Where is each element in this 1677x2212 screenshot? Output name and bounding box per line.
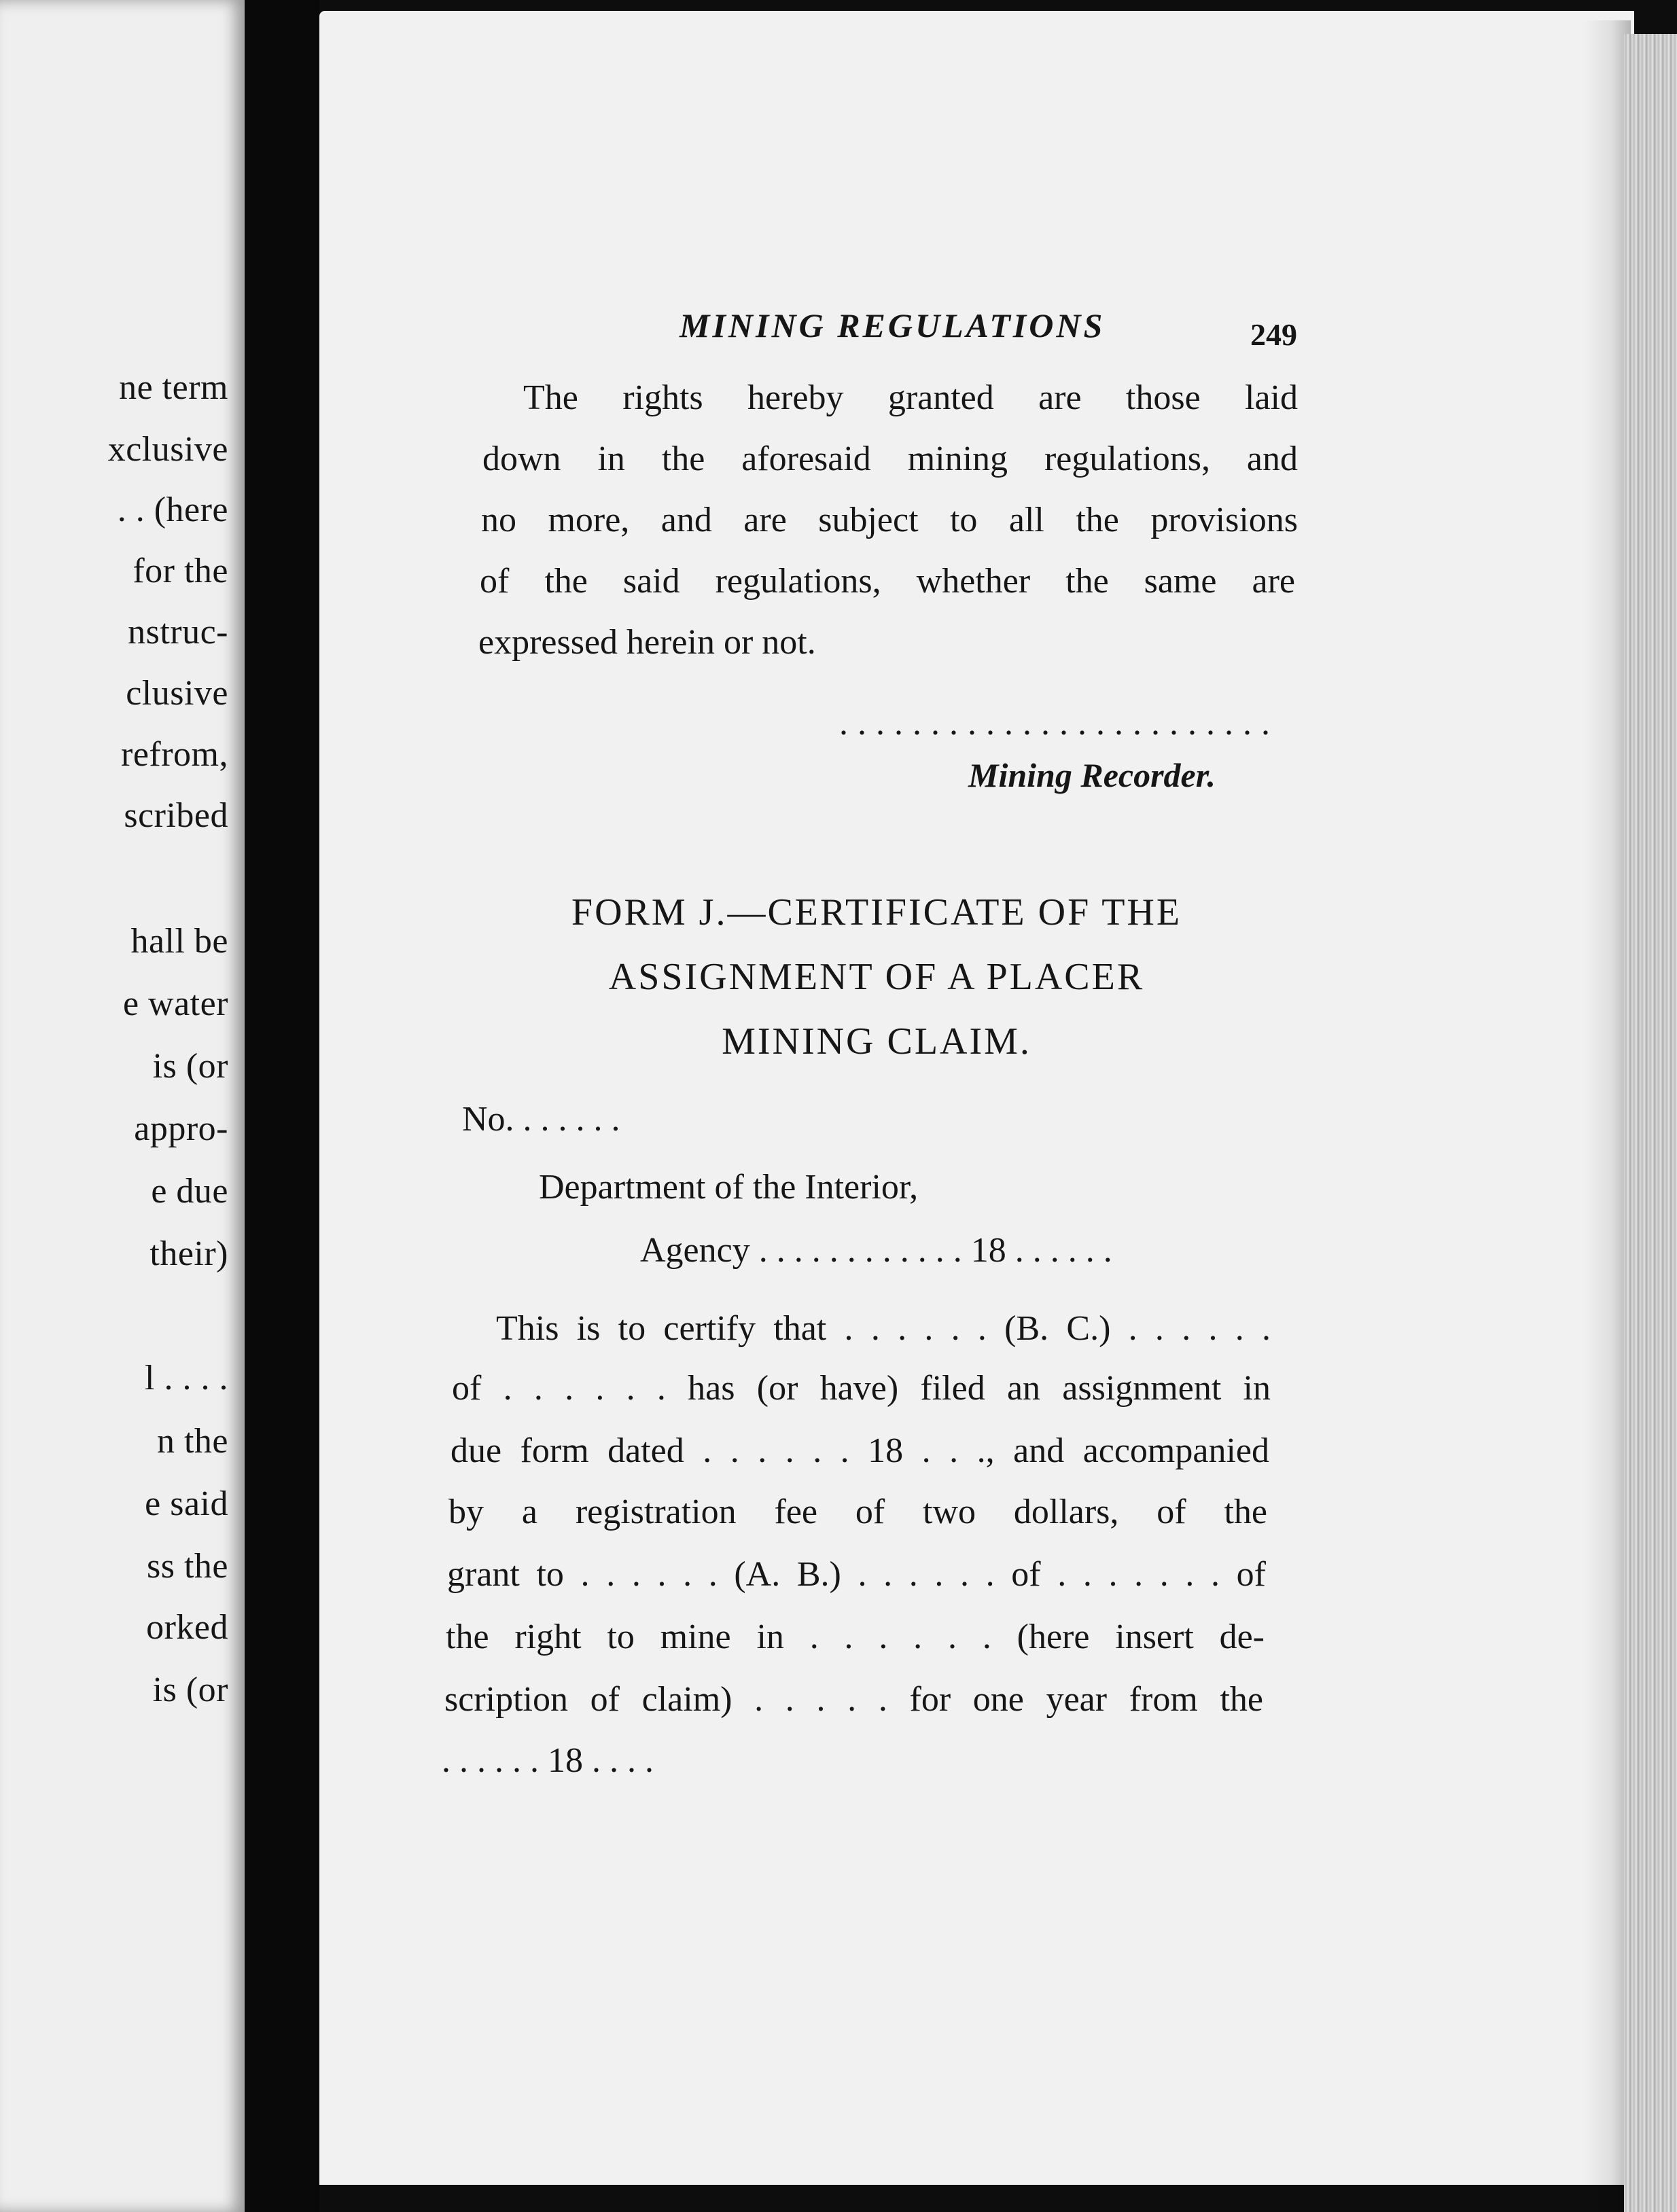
- page-number: 249: [1250, 317, 1297, 352]
- page-stack-edge: [1624, 34, 1677, 2212]
- running-head: MINING REGULATIONS: [679, 306, 1106, 344]
- left-page-line: xclusive: [107, 430, 228, 469]
- paragraph-line: The rights hereby granted are those laid: [523, 378, 1298, 417]
- department-line: Department of the Interior,: [539, 1168, 919, 1207]
- paragraph-line: grant to . . . . . . (A. B.) . . . . . . of . . . . . . . of: [447, 1555, 1266, 1594]
- book-gutter: [245, 0, 319, 2212]
- signature-line: ........................: [839, 704, 1279, 743]
- agency-line: Agency . . . . . . . . . . . . 18 . . . . . .: [640, 1231, 1112, 1270]
- left-page-line: ne term: [119, 368, 228, 407]
- paragraph-line: expressed herein or not.: [478, 623, 816, 662]
- left-page-line: hall be: [130, 922, 228, 961]
- left-page-line: is (or: [152, 1671, 228, 1709]
- paragraph-line: . . . . . . 18 . . . .: [442, 1741, 654, 1780]
- left-page-line: . . (here: [117, 490, 228, 529]
- left-page-line: ss the: [147, 1547, 228, 1586]
- paragraph-line: of . . . . . . has (or have) filed an assignment in: [452, 1369, 1271, 1408]
- left-page-line: scribed: [124, 796, 228, 835]
- form-heading-line: FORM J.—CERTIFICATE OF THE: [571, 891, 1182, 933]
- form-number-line: No. . . . . . .: [462, 1100, 620, 1139]
- left-page-line: clusive: [126, 674, 228, 713]
- left-page-line: their): [149, 1234, 228, 1273]
- left-page: [0, 0, 245, 2212]
- left-page-line: n the: [156, 1422, 228, 1461]
- left-page-line: refrom,: [121, 735, 228, 774]
- paragraph-line: by a registration fee of two dollars, of the: [448, 1493, 1267, 1531]
- left-page-line: nstruc-: [128, 613, 228, 652]
- paragraph-line: due form dated . . . . . . 18 . . ., and accompanied: [451, 1431, 1269, 1470]
- signature-label: Mining Recorder.: [968, 756, 1216, 794]
- paragraph-line: This is to certify that . . . . . . (B. C.) . . . . . .: [496, 1309, 1271, 1348]
- paragraph-line: down in the aforesaid mining regulations, and: [482, 440, 1298, 478]
- form-heading-line: MINING CLAIM.: [722, 1020, 1031, 1063]
- left-page-line: for the: [133, 552, 228, 590]
- paragraph-line: scription of claim) . . . . . for one year from the: [444, 1680, 1263, 1719]
- left-page-line: appro-: [134, 1109, 228, 1148]
- left-page-line: is (or: [152, 1047, 228, 1086]
- left-page-line: l . . . .: [145, 1359, 228, 1397]
- paragraph-line: no more, and are subject to all the provisions: [481, 501, 1298, 539]
- left-page-line: e due: [151, 1172, 228, 1211]
- paragraph-line: of the said regulations, whether the same are: [480, 562, 1295, 601]
- left-page-line: e water: [122, 984, 228, 1023]
- paragraph-line: the right to mine in . . . . . . (here insert de-: [446, 1618, 1265, 1656]
- left-page-line: e said: [145, 1484, 228, 1523]
- form-heading-line: ASSIGNMENT OF A PLACER: [608, 956, 1145, 998]
- left-page-line: orked: [146, 1608, 228, 1647]
